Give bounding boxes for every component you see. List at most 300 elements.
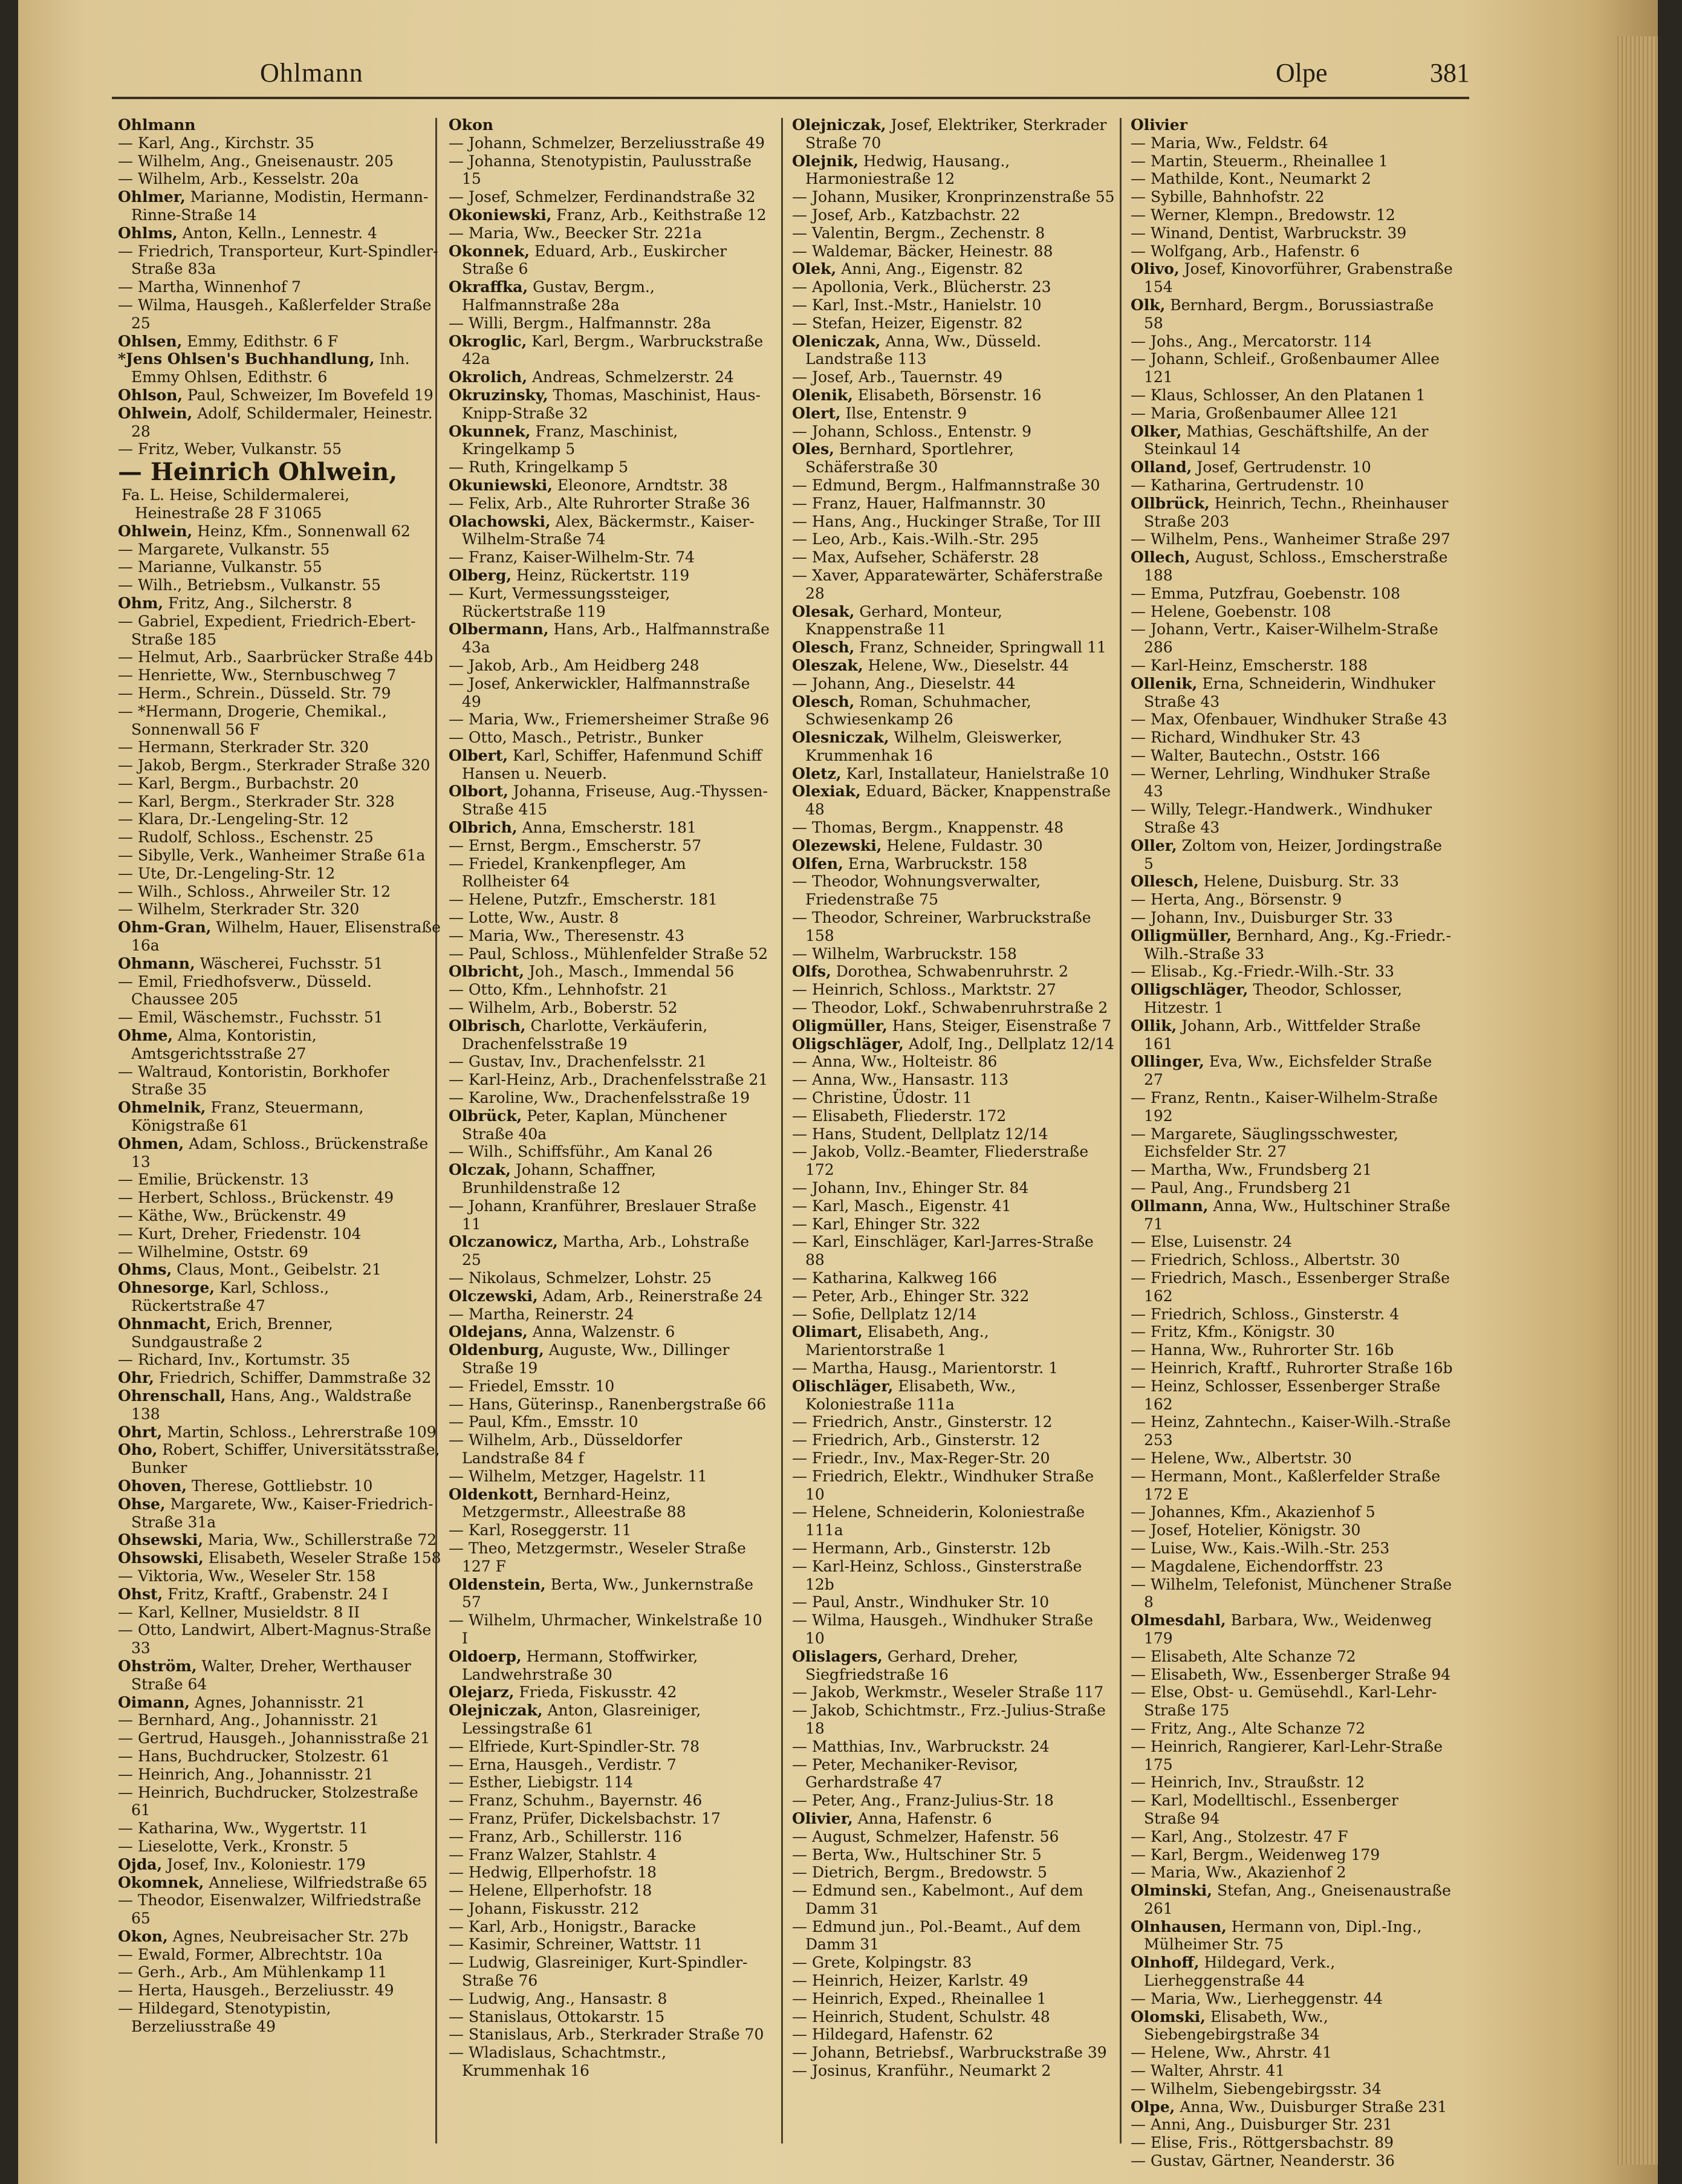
directory-entry	[792, 1918, 1115, 1954]
entry-text: — Hermann, Mont., Kaßlerfelder Straße 172 E	[1131, 1467, 1441, 1503]
entry-surname: Ohnesorge,	[118, 1279, 215, 1297]
directory-entry	[1131, 296, 1454, 333]
entry-surname: Okon,	[118, 1927, 168, 1945]
entry-text: Helene, Fuldastr. 30	[882, 836, 1043, 854]
directory-entry	[1131, 801, 1454, 837]
entry-text: Bernhard, Sportlehrer, Schäferstraße 30	[805, 440, 1014, 476]
directory-entry	[1131, 765, 1454, 801]
directory-entry	[118, 458, 441, 486]
directory-entry	[792, 855, 1115, 873]
entry-text: — Heinrich, Rangierer, Karl-Lehr-Straße 175	[1131, 1737, 1443, 1773]
directory-entry	[449, 1539, 772, 1576]
directory-entry	[449, 333, 772, 369]
directory-entry	[118, 296, 441, 333]
entry-text: Eduard, Arb., Euskircher Straße 6	[462, 242, 727, 278]
directory-entry	[1131, 603, 1454, 621]
directory-entry	[1131, 188, 1454, 206]
entry-text: — Peter, Ang., Franz-Julius-Str. 18	[792, 1792, 1054, 1810]
entry-text: Fritz, Kraftf., Grabenstr. 24 I	[163, 1585, 388, 1603]
directory-entry	[118, 756, 441, 775]
entry-text: Alma, Kontoristin, Amtsgerichtsstraße 27	[131, 1027, 317, 1062]
entry-surname: Oles,	[792, 440, 834, 458]
directory-entry	[1131, 2116, 1454, 2134]
entry-text: — August, Schmelzer, Hafenstr. 56	[792, 1827, 1059, 1845]
directory-entry	[1131, 116, 1454, 134]
entry-text: — Elfriede, Kurt-Spindler-Str. 78	[449, 1737, 700, 1755]
entry-surname: Olejniczak,	[449, 1701, 543, 1720]
entry-text: — Helene, Ww., Albertstr. 30	[1131, 1449, 1352, 1467]
entry-text: — Ewald, Former, Albrechtstr. 10a	[118, 1945, 383, 1963]
directory-entry	[449, 314, 772, 333]
entry-text: — Edmund, Bergm., Halfmannstraße 30	[792, 476, 1100, 494]
entry-surname: Olpe,	[1131, 2098, 1175, 2116]
entry-text: — Lotte, Ww., Austr. 8	[449, 909, 619, 927]
entry-text: — Peter, Mechaniker-Revisor, Gerhardstraße 47	[792, 1755, 1018, 1792]
entry-text: — Max, Aufseher, Schäferstr. 28	[792, 548, 1039, 567]
directory-entry	[792, 1359, 1115, 1377]
entry-surname: Okomnek,	[118, 1873, 204, 1891]
entry-text: Agnes, Neubreisacher Str. 27b	[167, 1927, 409, 1945]
entry-text: Zoltom von, Heizer, Jordingstraße 5	[1144, 836, 1443, 873]
directory-entry	[118, 224, 441, 242]
entry-text: — Paul, Kfm., Emsstr. 10	[449, 1413, 638, 1431]
directory-entry	[792, 333, 1115, 369]
entry-text: — Wilhelm, Sterkrader Str. 320	[118, 900, 360, 918]
entry-text: Johann, Arb., Wittfelder Straße 161	[1144, 1016, 1421, 1053]
directory-entry	[792, 1954, 1115, 1972]
entry-text: — Josef, Ankerwickler, Halfmannstraße 49	[449, 674, 750, 710]
entry-text: Elisabeth, Ang., Marientorstraße 1	[805, 1323, 989, 1359]
entry-text: Josef, Inv., Koloniestr. 179	[162, 1855, 366, 1873]
entry-text: — Hildegard, Stenotypistin, Berzeliusstraße 49	[118, 2000, 331, 2035]
entry-text: — Wilhelm, Pens., Wanheimer Straße 297	[1131, 530, 1450, 548]
entry-text: — Fritz, Weber, Vulkanstr. 55	[118, 440, 342, 458]
directory-entry	[792, 2008, 1115, 2026]
directory-entry	[792, 2026, 1115, 2044]
entry-surname: Olexiak,	[792, 782, 861, 801]
entry-surname: Okonnek,	[449, 242, 530, 260]
entry-surname: Olnhausen,	[1131, 1917, 1227, 1935]
entry-surname: Olesniczak,	[792, 729, 889, 747]
directory-entry	[1131, 350, 1454, 386]
entry-text: — Gertrud, Hausgeh., Johannisstraße 21	[118, 1729, 430, 1747]
directory-entry	[1131, 458, 1454, 476]
entry-text: — Dietrich, Bergm., Bredowstr. 5	[792, 1864, 1047, 1882]
directory-entry	[449, 1341, 772, 1377]
entry-text: Maria, Ww., Schillerstraße 72	[203, 1531, 437, 1549]
entry-text: Agnes, Johannisstr. 21	[189, 1693, 366, 1711]
directory-entry	[449, 1701, 772, 1738]
directory-entry	[792, 1125, 1115, 1143]
entry-text: — Karl, Modelltischl., Essenberger Straße 94	[1131, 1792, 1398, 1827]
entry-text: — Karoline, Ww., Drachenfelsstraße 19	[449, 1089, 750, 1107]
entry-text: Anna, Walzenstr. 6	[527, 1323, 675, 1341]
directory-entry	[118, 1604, 441, 1622]
entry-surname: Olczanowicz,	[449, 1233, 558, 1251]
directory-entry	[792, 278, 1115, 296]
entry-text: — Wilhelm, Arb., Boberstr. 52	[449, 999, 678, 1017]
entry-text: — Heinrich, Student, Schulstr. 48	[792, 2007, 1050, 2026]
entry-surname: Okruzinsky,	[449, 386, 548, 404]
entry-text: Elisabeth, Weseler Straße 158	[203, 1549, 441, 1567]
entry-surname: Olfs,	[792, 963, 831, 981]
directory-entry	[449, 242, 772, 279]
entry-text: — Emil, Friedhofsverw., Düsseld. Chaussee 205	[118, 972, 372, 1009]
directory-entry	[792, 1107, 1115, 1125]
directory-entry	[1131, 1197, 1454, 1233]
entry-text: — Hedwig, Ellperhofstr. 18	[449, 1864, 657, 1882]
entry-surname: Oimann,	[118, 1693, 190, 1711]
directory-entry	[792, 1179, 1115, 1197]
entry-text: — Willy, Telegr.-Handwerk., Windhuker Straße 43	[1131, 801, 1432, 837]
entry-text: — Theodor, Wohnungsverwalter, Friedenstraße 75	[792, 873, 1041, 909]
entry-text: Heinz, Kfm., Sonnenwall 62	[192, 522, 411, 540]
directory-entry	[792, 1972, 1115, 1990]
entry-surname: Olczewski,	[449, 1287, 538, 1305]
entry-text: Adolf, Schildermaler, Heinestr. 28	[131, 404, 433, 440]
entry-text: Wilhelm, Gleiswerker, Krummenhak 16	[805, 729, 1063, 764]
entry-text: — Heinrich, Ang., Johannisstr. 21	[118, 1765, 374, 1783]
entry-text: — Christine, Üdostr. 11	[792, 1089, 972, 1107]
entry-surname: Okunnek,	[449, 422, 531, 440]
entry-surname: Ohsewski,	[118, 1531, 204, 1549]
directory-entry	[449, 1143, 772, 1161]
entry-text: Marianne, Modistin, Hermann-Rinne-Straße 14	[131, 188, 429, 224]
entry-text: — Walter, Ahrstr. 41	[1131, 2062, 1285, 2080]
directory-entry	[118, 1171, 441, 1189]
entry-text: — Henriette, Ww., Sternbuschweg 7	[118, 666, 397, 684]
entry-text: — Karl, Einschläger, Karl-Jarres-Straße 88	[792, 1233, 1094, 1269]
directory-entry	[792, 782, 1115, 819]
entry-text: Josef, Kinovorführer, Grabenstraße 154	[1144, 260, 1453, 296]
entry-surname: Okrolich,	[449, 368, 528, 386]
directory-entry	[1131, 585, 1454, 603]
directory-entry	[1131, 1576, 1454, 1612]
entry-surname: Olbert,	[449, 746, 508, 764]
directory-entry	[1131, 657, 1454, 675]
directory-entry	[1131, 1413, 1454, 1449]
entry-text: — Felix, Arb., Alte Ruhrorter Straße 36	[449, 494, 750, 512]
entry-text: — Margarete, Säuglingsschwester, Eichsfelder Str. 27	[1131, 1125, 1398, 1161]
entry-surname: Oldenstein,	[449, 1575, 546, 1593]
directory-entry	[449, 1756, 772, 1774]
entry-text: — Helene, Goebenstr. 108	[1131, 602, 1331, 620]
directory-entry	[449, 567, 772, 585]
entry-surname: Ohnmacht,	[118, 1315, 212, 1333]
directory-entry	[792, 296, 1115, 314]
entry-text: — Hermann, Arb., Ginsterstr. 12b	[792, 1539, 1051, 1557]
entry-text: Erna, Warbruckstr. 158	[843, 854, 1028, 873]
entry-text: — Otto, Masch., Petristr., Bunker	[449, 729, 703, 747]
directory-entry	[1131, 495, 1454, 531]
directory-entry	[118, 1567, 441, 1585]
entry-text: Wilhelm, Hauer, Elisenstraße 16a	[131, 918, 441, 955]
directory-entry	[792, 242, 1115, 261]
directory-entry	[449, 675, 772, 711]
directory-entry	[449, 819, 772, 837]
entry-text: Hildegard, Verk., Lierheggenstraße 44	[1144, 1954, 1336, 1990]
directory-entry	[792, 909, 1115, 945]
entry-surname: Ohlwein,	[118, 522, 193, 540]
entry-surname: Ollech,	[1131, 548, 1190, 567]
entry-surname: Olivier	[1131, 116, 1187, 134]
entry-text: — Wilhelm, Metzger, Hagelstr. 11	[449, 1467, 707, 1485]
directory-entry	[792, 1269, 1115, 1287]
directory-entry	[449, 909, 772, 927]
directory-entry	[118, 1531, 441, 1549]
directory-entry	[792, 1017, 1115, 1035]
entry-surname: Oletz,	[792, 764, 842, 782]
directory-entry	[449, 837, 772, 855]
entry-text: — Paul, Anstr., Windhuker Str. 10	[792, 1593, 1050, 1611]
entry-text: — Johann, Ang., Dieselstr. 44	[792, 674, 1016, 692]
entry-text: Walter, Dreher, Werthauser Straße 64	[131, 1657, 411, 1693]
entry-text: — Sofie, Dellplatz 12/14	[792, 1305, 977, 1323]
entry-surname: Okoniewski,	[449, 206, 552, 224]
entry-text: — Otto, Landwirt, Albert-Magnus-Straße 33	[118, 1621, 432, 1657]
directory-entry	[449, 206, 772, 224]
entry-surname: Oligmüller,	[792, 1016, 888, 1035]
directory-entry	[118, 955, 441, 973]
directory-entry	[449, 981, 772, 999]
directory-entry	[1131, 1161, 1454, 1179]
directory-entry	[449, 1792, 772, 1810]
entry-text: — Helmut, Arb., Saarbrücker Straße 44b	[118, 648, 433, 666]
directory-entry	[1131, 1666, 1454, 1684]
entry-surname: Oleszak,	[792, 656, 863, 674]
directory-entry	[449, 513, 772, 549]
entry-text: Alex, Bäckermstr., Kaiser-Wilhelm-Straße 74	[462, 512, 755, 548]
directory-entry	[1131, 260, 1454, 296]
entry-surname: Olbrisch,	[449, 1016, 526, 1035]
entry-surname: Olligmüller,	[1131, 926, 1232, 944]
entry-text: — Hans, Ang., Huckinger Straße, Tor III	[792, 512, 1102, 530]
directory-entry	[792, 1053, 1115, 1071]
directory-entry	[449, 1396, 772, 1414]
entry-surname: Ollinger,	[1131, 1053, 1204, 1071]
entry-text: — Helene, Ellperhofstr. 18	[449, 1882, 652, 1900]
directory-entry	[1131, 242, 1454, 261]
entry-text: — Margarete, Vulkanstr. 55	[118, 540, 330, 558]
entry-text: — Johanna, Stenotypistin, Paulusstraße 15	[449, 152, 752, 188]
column-1	[118, 116, 441, 2172]
directory-entry	[449, 1071, 772, 1089]
entry-text: — Karl, Bergm., Burbachstr. 20	[118, 774, 359, 792]
directory-entry	[792, 368, 1115, 386]
directory-entry	[449, 729, 772, 747]
directory-entry	[1131, 981, 1454, 1017]
directory-entry	[118, 486, 441, 522]
entry-text: Franz, Schneider, Springwall 11	[854, 639, 1106, 657]
directory-entry	[1131, 620, 1454, 657]
entry-text: — Karl, Kellner, Musieldstr. 8 II	[118, 1603, 360, 1621]
directory-entry	[1131, 1864, 1454, 1882]
entry-text: — Karl, Bergm., Sterkrader Str. 328	[118, 792, 395, 810]
directory-entry	[449, 1089, 772, 1107]
entry-surname: Ohms,	[118, 1261, 172, 1279]
entry-surname: *Jens Ohlsen's Buchhandlung,	[118, 350, 375, 368]
directory-entry	[792, 1756, 1115, 1792]
directory-entry	[1131, 1648, 1454, 1666]
entry-text: Charlotte, Verkäuferin, Drachenfelsstraße 19	[462, 1016, 708, 1053]
entry-text: — Jakob, Bergm., Sterkrader Straße 320	[118, 756, 430, 775]
entry-text: — Rudolf, Schloss., Eschenstr. 25	[118, 828, 374, 847]
entry-text: — Stanislaus, Arb., Sterkrader Straße 70	[449, 2026, 764, 2044]
directory-entry	[449, 1990, 772, 2008]
directory-entry	[118, 1694, 441, 1712]
entry-text: — Theodor, Eisenwalzer, Wilfriedstraße 65	[118, 1891, 421, 1928]
entry-text: — Ute, Dr.-Lengeling-Str. 12	[118, 864, 336, 882]
directory-entry	[792, 1990, 1115, 2008]
entry-text: Fritz, Ang., Silcherstr. 8	[163, 594, 352, 612]
entry-text: — Fritz, Ang., Alte Schanze 72	[1131, 1719, 1366, 1737]
entry-text: — Martin, Steuerm., Rheinallee 1	[1131, 152, 1388, 170]
entry-text: Bernhard, Bergm., Borussiastraße 58	[1144, 296, 1434, 332]
entry-text: Adolf, Ing., Dellplatz 12/14	[903, 1035, 1114, 1053]
entry-text: — Otto, Kfm., Lehnhofstr. 21	[449, 981, 669, 999]
entry-text: — Käthe, Ww., Brückenstr. 49	[118, 1207, 346, 1225]
entry-text: — Johann, Inv., Duisburger Str. 33	[1131, 909, 1393, 927]
directory-entry	[118, 1766, 441, 1784]
directory-entry	[1131, 1179, 1454, 1197]
entry-text: Bernhard, Ang., Kg.-Friedr.-Wilh.-Straße 33	[1144, 926, 1452, 963]
entry-text: — Johann, Schleif., Großenbaumer Allee 121	[1131, 350, 1440, 386]
directory-entry	[1131, 1828, 1454, 1846]
entry-text: Elisabeth, Börsenstr. 16	[852, 386, 1042, 404]
directory-entry	[1131, 729, 1454, 747]
entry-text: — Karl, Inst.-Mstr., Hanielstr. 10	[792, 296, 1042, 314]
entry-surname: Olezewski,	[792, 836, 882, 854]
directory-entry	[118, 1729, 441, 1747]
column-3	[792, 116, 1115, 2172]
entry-surname: Okraffka,	[449, 278, 528, 296]
directory-entry	[449, 224, 772, 242]
entry-text: — Friedr., Inv., Max-Reger-Str. 20	[792, 1449, 1050, 1467]
entry-text: Anna, Emscherstr. 181	[517, 819, 697, 837]
entry-text: — Heinz, Schlosser, Essenberger Straße 162	[1131, 1377, 1441, 1413]
entry-text: — Wilma, Hausgeh., Kaßlerfelder Straße 25	[118, 296, 432, 332]
entry-text: — Elise, Fris., Röttgersbachstr. 89	[1131, 2134, 1394, 2152]
entry-text: — Friedrich, Schloss., Albertstr. 30	[1131, 1251, 1400, 1269]
entry-surname: Olenik,	[792, 386, 853, 404]
entry-text: — Magdalene, Eichendorffstr. 23	[1131, 1557, 1383, 1575]
entry-text: Anneliese, Wilfriedstraße 65	[204, 1873, 427, 1891]
directory-entry	[792, 314, 1115, 333]
entry-text: — Friedel, Emsstr. 10	[449, 1377, 615, 1395]
entry-surname: Olivier,	[792, 1809, 853, 1827]
directory-entry	[118, 1711, 441, 1729]
entry-text: — Karl, Ang., Stolzestr. 47 F	[1131, 1827, 1348, 1845]
entry-text: Mathias, Geschäftshilfe, An der Steinkaul 14	[1144, 422, 1429, 458]
directory-entry	[118, 242, 441, 279]
entry-text: — Johann, Betriebsf., Warbruckstraße 39	[792, 2044, 1107, 2062]
directory-entry	[449, 657, 772, 675]
directory-entry	[118, 648, 441, 666]
directory-entry	[449, 152, 772, 189]
entry-text: — Friedrich, Arb., Ginsterstr. 12	[792, 1431, 1041, 1449]
directory-entry	[1131, 2008, 1454, 2044]
entry-text: — Josef, Arb., Tauernstr. 49	[792, 368, 1003, 386]
directory-entry	[118, 1261, 441, 1279]
entry-surname: Ohmelnik,	[118, 1099, 206, 1117]
directory-entry	[1131, 2152, 1454, 2170]
entry-text: — Hermann, Sterkrader Str. 320	[118, 738, 369, 756]
directory-entry	[792, 873, 1115, 909]
directory-entry	[792, 405, 1115, 423]
directory-entry	[792, 1233, 1115, 1269]
column-divider	[1120, 118, 1122, 2143]
entry-text: — Paul, Schloss., Mühlenfelder Straße 52	[449, 944, 768, 963]
entry-text: — Werner, Klempn., Bredowstr. 12	[1131, 206, 1395, 224]
entry-text: Helene, Ww., Dieselstr. 44	[863, 656, 1070, 674]
directory-entry	[449, 1738, 772, 1756]
entry-text: — Johann, Fiskusstr. 212	[449, 1899, 640, 1917]
entry-text: Peter, Kaplan, Münchener Straße 40a	[462, 1107, 727, 1143]
entry-surname: Olejniczak,	[792, 116, 886, 134]
entry-surname: Olesch,	[792, 692, 855, 710]
entry-text: — Theo, Metzgermstr., Weseler Straße 127 F	[449, 1539, 746, 1575]
entry-surname: Ohlwein,	[118, 404, 193, 422]
directory-entry	[118, 973, 441, 1009]
entry-text: — Wilhelm, Uhrmacher, Winkelstraße 10 I	[449, 1611, 762, 1647]
entry-surname: Ohström,	[118, 1657, 197, 1675]
directory-entry	[118, 1585, 441, 1604]
entry-text: — Theodor, Schreiner, Warbruckstraße 158	[792, 909, 1091, 944]
entry-text: — Karl, Roseggerstr. 11	[449, 1521, 632, 1539]
directory-entry	[118, 738, 441, 756]
entry-surname: Ohlmer,	[118, 188, 186, 206]
entry-text: — Walter, Bautechn., Oststr. 166	[1131, 746, 1380, 764]
directory-entry	[792, 675, 1115, 693]
entry-text: — Sybille, Bahnhofstr. 22	[1131, 188, 1325, 206]
directory-entry	[1131, 1341, 1454, 1359]
directory-entry	[1131, 206, 1454, 224]
directory-entry	[118, 541, 441, 559]
directory-entry	[1131, 1449, 1454, 1467]
entry-text: — Herta, Ang., Börsenstr. 9	[1131, 891, 1342, 909]
entry-text: — Else, Luisenstr. 24	[1131, 1233, 1292, 1251]
entry-text: August, Schloss., Emscherstraße 188	[1144, 548, 1448, 584]
entry-text: — Elisabeth, Ww., Essenberger Straße 94	[1131, 1665, 1451, 1683]
directory-entry	[118, 594, 441, 613]
entry-text: — Wilhelm, Arb., Kesselstr. 20a	[118, 170, 359, 188]
entry-surname: Ohmann,	[118, 954, 195, 972]
directory-entry	[792, 116, 1115, 152]
entry-text: — Hans, Student, Dellplatz 12/14	[792, 1125, 1048, 1143]
directory-entry	[792, 1539, 1115, 1558]
entry-text: — Johannes, Kfm., Akazienhof 5	[1131, 1503, 1375, 1521]
entry-text: Gerhard, Dreher, Siegfriedstraße 16	[805, 1647, 1019, 1683]
directory-entry	[792, 1071, 1115, 1089]
entry-text: — Gabriel, Expedient, Friedrich-Ebert-Straße 185	[118, 612, 416, 648]
entry-surname: Ohr,	[118, 1369, 155, 1387]
directory-entry	[792, 1648, 1115, 1684]
entry-text: — Max, Ofenbauer, Windhuker Straße 43	[1131, 710, 1447, 729]
entry-surname: Oldejans,	[449, 1323, 528, 1341]
directory-entry	[118, 1874, 441, 1892]
entry-text: — Else, Obst- u. Gemüsehdl., Karl-Lehr-Straße 175	[1131, 1683, 1437, 1720]
entry-text: Hans, Arb., Halfmannstraße 43a	[462, 620, 770, 657]
entry-text: — Karl, Ehinger Str. 322	[792, 1215, 981, 1233]
entry-text: — Franz, Kaiser-Wilhelm-Str. 74	[449, 548, 695, 567]
entry-text: — Hildegard, Hafenstr. 62	[792, 2026, 993, 2044]
entry-text: — Werner, Lehrling, Windhuker Straße 43	[1131, 764, 1430, 801]
entry-surname: Ohlms,	[118, 224, 178, 242]
directory-entry	[118, 1856, 441, 1874]
entry-text: — Ruth, Kringelkamp 5	[449, 458, 629, 476]
directory-entry	[449, 458, 772, 476]
entry-text: Franz, Steuermann, Königstraße 61	[131, 1099, 364, 1135]
